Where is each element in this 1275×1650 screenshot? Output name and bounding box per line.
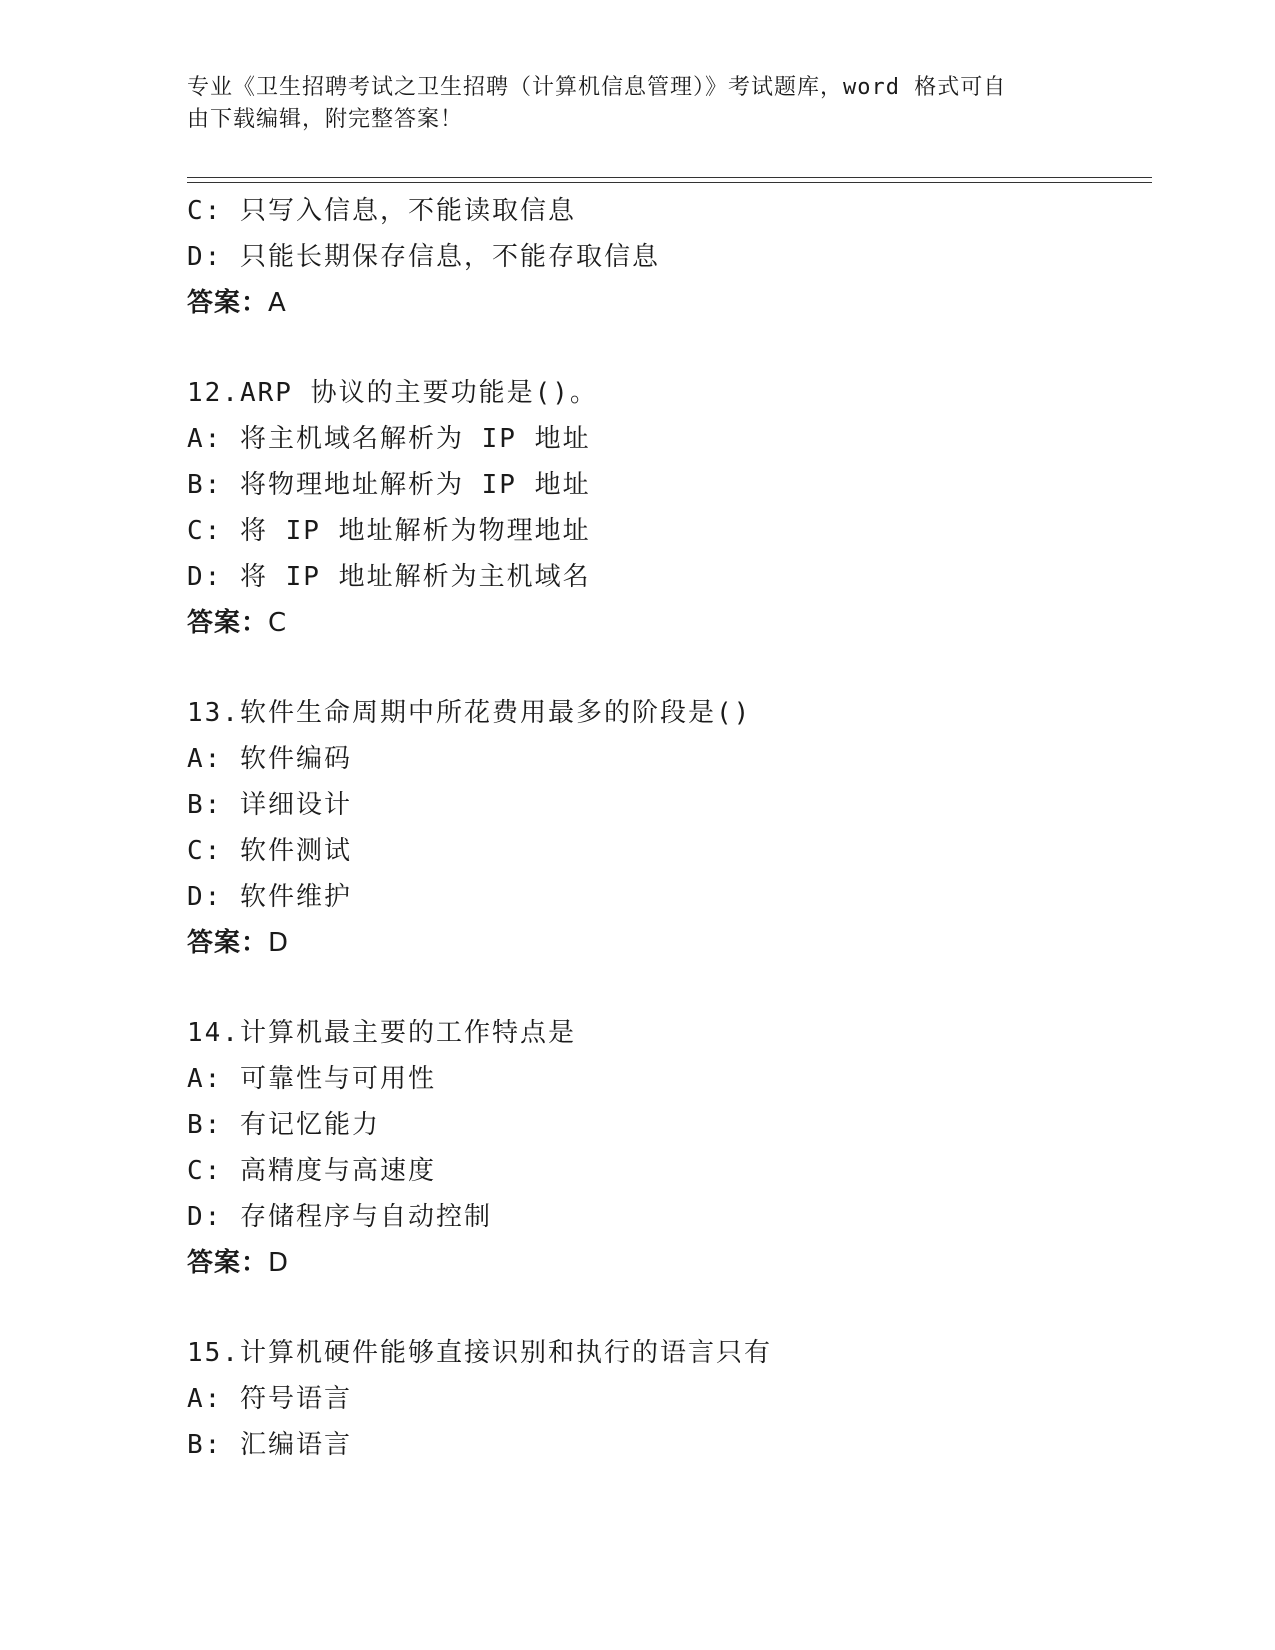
option-c: C: 高精度与高速度: [187, 1156, 436, 1186]
option-a: A: 软件编码: [187, 744, 352, 774]
option-c: C: 只写入信息，不能读取信息: [187, 196, 576, 226]
question-title: 15.计算机硬件能够直接识别和执行的语言只有: [187, 1338, 772, 1368]
question-title: 12.ARP 协议的主要功能是()。: [187, 378, 598, 408]
option-d: D: 将 IP 地址解析为主机域名: [187, 562, 591, 592]
option-d: D: 只能长期保存信息，不能存取信息: [187, 242, 660, 272]
option-a: A: 将主机域名解析为 IP 地址: [187, 424, 591, 454]
answer-line: [187, 1240, 1152, 1286]
option-c: C: 软件测试: [187, 836, 352, 866]
question-13: [187, 690, 1152, 966]
question-15: [187, 1330, 1152, 1468]
question-12: [187, 370, 1152, 646]
question-14: [187, 1010, 1152, 1286]
answer-value: C: [268, 608, 288, 638]
question-title: 14.计算机最主要的工作特点是: [187, 1018, 576, 1048]
answer-label: 答案：: [187, 288, 269, 318]
question-title: 13.软件生命周期中所花费用最多的阶段是(): [187, 698, 752, 728]
option-a: A: 可靠性与可用性: [187, 1064, 436, 1094]
header-divider-bottom: [187, 182, 1152, 183]
document-header: [187, 72, 1087, 136]
answer-line: [187, 600, 1152, 646]
option-b: B: 详细设计: [187, 790, 352, 820]
header-divider-top: [187, 177, 1152, 178]
option-d: D: 软件维护: [187, 882, 352, 912]
option-c: C: 将 IP 地址解析为物理地址: [187, 516, 591, 546]
question-fragment: [187, 188, 1152, 326]
answer-value: D: [268, 928, 290, 958]
header-line-2: 由下载编辑，附完整答案！: [187, 107, 464, 132]
answer-line: [187, 920, 1152, 966]
answer-label: 答案：: [187, 608, 269, 638]
question-list: [187, 188, 1152, 1468]
answer-value: D: [268, 1248, 290, 1278]
option-a: A: 符号语言: [187, 1384, 352, 1414]
option-b: B: 有记忆能力: [187, 1110, 380, 1140]
option-b: B: 将物理地址解析为 IP 地址: [187, 470, 591, 500]
option-b: B: 汇编语言: [187, 1430, 352, 1460]
option-d: D: 存储程序与自动控制: [187, 1202, 492, 1232]
answer-line: [187, 280, 1152, 326]
answer-value: A: [268, 288, 287, 318]
header-line-1: 专业《卫生招聘考试之卫生招聘（计算机信息管理）》考试题库，word 格式可自: [187, 75, 1007, 100]
answer-label: 答案：: [187, 928, 269, 958]
answer-label: 答案：: [187, 1248, 269, 1278]
